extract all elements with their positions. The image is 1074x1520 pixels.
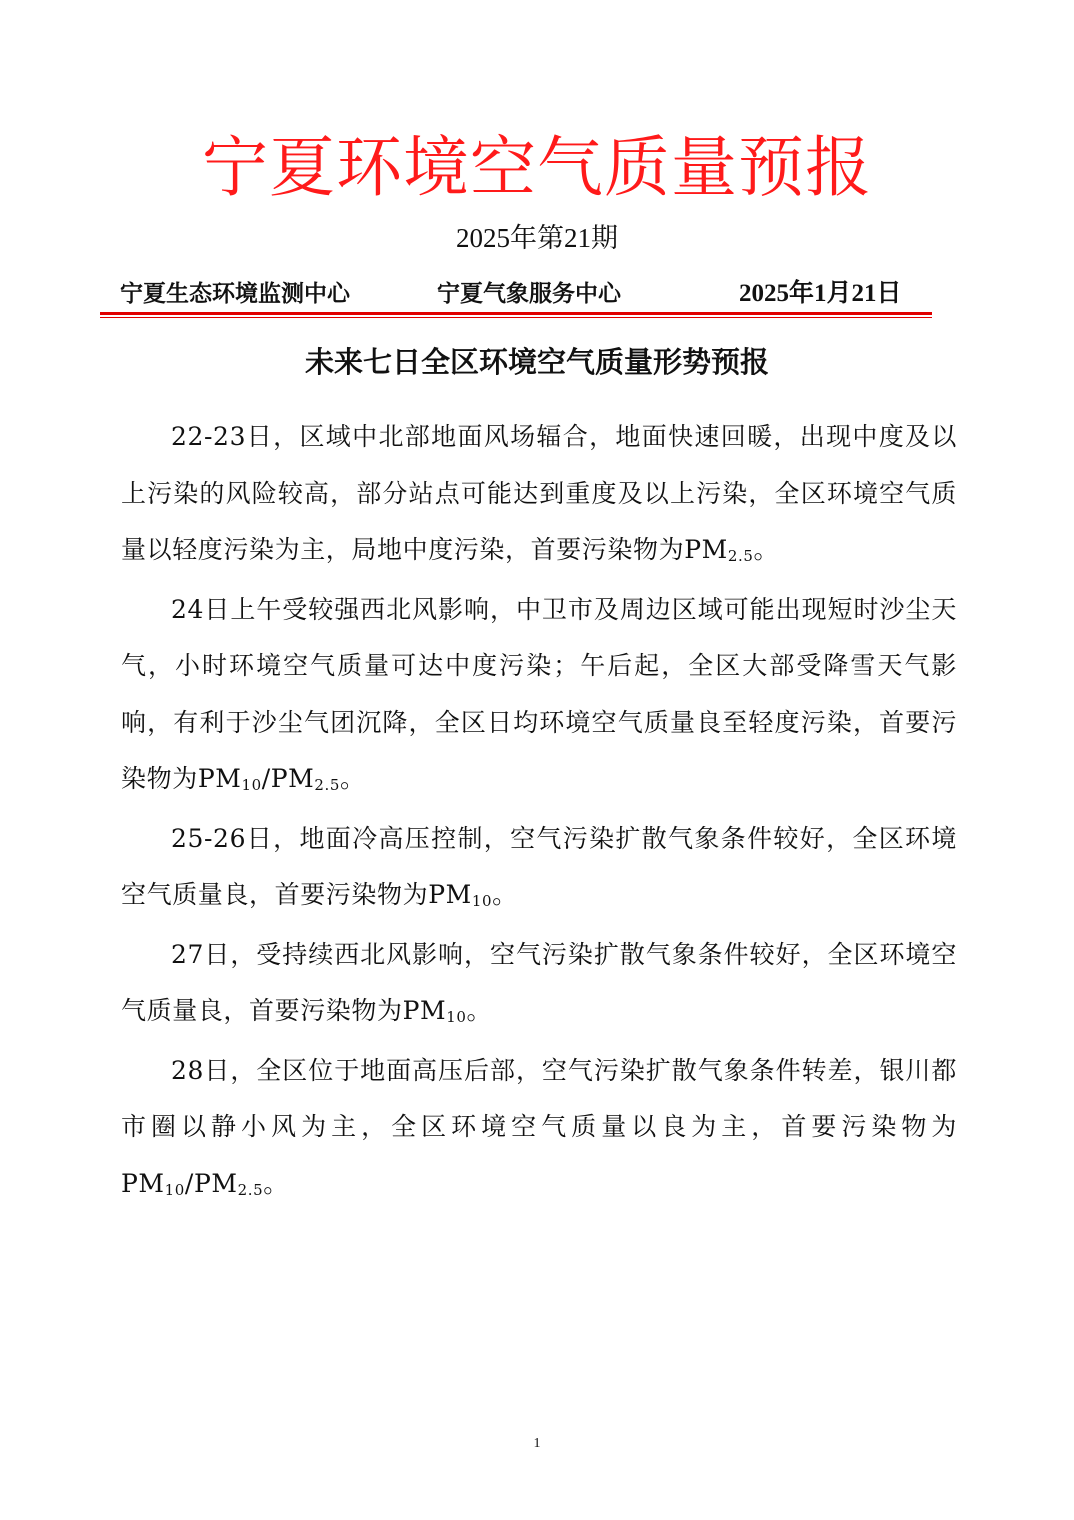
pollutant-subscript: 10 [164, 1180, 185, 1199]
pollutant-pm: PM [193, 1168, 238, 1198]
pollutant-pm: PM [121, 1168, 165, 1198]
publish-date: 2025年1月21日 [739, 280, 902, 307]
pollutant-pm: PM [197, 764, 242, 793]
pollutant-subscript: 2.5 [314, 776, 341, 794]
pollutant-subscript: 10 [446, 1008, 467, 1026]
forecast-body [121, 409, 957, 1215]
page-number: 1 [533, 1436, 541, 1451]
pollutant-pm: PM [270, 764, 315, 793]
forecast-paragraph-27: 27日，受持续西北风影响，空气污染扩散气象条件较好，全区环境空气质量良，首要污染物为PM10。 [121, 939, 957, 1026]
issuing-org-monitoring-center: 宁夏生态环境监测中心 [120, 280, 350, 307]
forecast-paragraph-24: 24日上午受较强西北风影响，中卫市及周边区域可能出现短时沙尘天气，小时环境空气质量可达中度污染；午后起，全区大部受降雪天气影响，有利于沙尘气团沉降，全区日均环境空气质量良至轻度污染，首要污染物为PM10/PM2.5。 [121, 594, 957, 794]
pollutant-subscript: 10 [241, 776, 262, 794]
pollutant-subscript: 2.5 [727, 547, 754, 565]
section-heading: 未来七日全区环境空气质量形势预报 [304, 345, 769, 379]
forecast-paragraph-22-23: 22-23日，区域中北部地面风场辐合，地面快速回暖，出现中度及以上污染的风险较高，部分站点可能达到重度及以上污染，全区环境空气质量以轻度污染为主，局地中度污染，首要污染物为PM2.5。 [121, 422, 957, 565]
issue-number: 2025年第21期 [456, 223, 618, 253]
issuing-org-meteorological-center: 宁夏气象服务中心 [437, 280, 621, 307]
forecast-paragraph-28: 28日，全区位于地面高压后部，空气污染扩散气象条件转差，银川都市圈以静小风为主，全区环境空气质量以良为主，首要污染物为PM10/PM2.5。 [121, 1055, 957, 1199]
forecast-paragraph-25-26: 25-26日，地面冷高压控制，空气污染扩散气象条件较好，全区环境空气质量良，首要污染物为PM10。 [121, 823, 957, 910]
pollutant-subscript: 2.5 [237, 1180, 264, 1199]
masthead-title: 宁夏环境空气质量预报 [202, 129, 872, 206]
pollutant-pm: PM [402, 996, 447, 1025]
pollutant-pm: PM [684, 535, 728, 564]
pollutant-subscript: 10 [471, 892, 493, 910]
masthead-divider [100, 312, 932, 315]
pollutant-pm: PM [428, 880, 472, 909]
